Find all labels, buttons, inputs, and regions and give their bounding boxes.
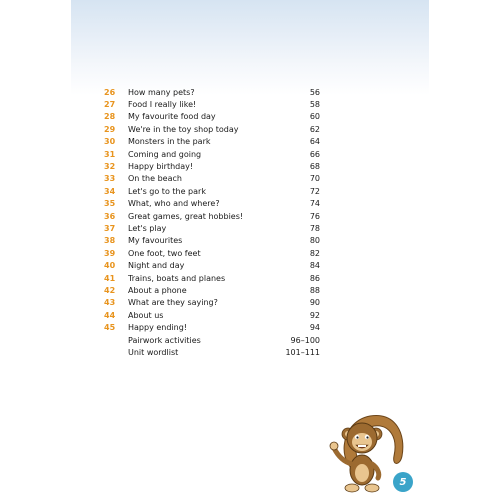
unit-title: What are they saying?: [128, 298, 218, 308]
page-ref: 84: [309, 261, 320, 271]
page-ref: 76: [309, 211, 320, 221]
toc-row: [104, 198, 320, 210]
monkey-foot: [365, 484, 379, 492]
page-ref: 80: [309, 236, 320, 246]
unit-number: 29: [104, 124, 116, 134]
toc-row: [104, 284, 320, 296]
page-ref: 94: [309, 323, 320, 333]
table-of-contents: [104, 86, 320, 359]
toc-row: [104, 173, 320, 185]
unit-title: About a phone: [128, 285, 187, 295]
toc-row: [104, 148, 320, 160]
toc-row: [104, 272, 320, 284]
page-ref: 62: [309, 124, 320, 134]
unit-number: 36: [104, 211, 116, 221]
unit-number: 42: [104, 285, 116, 295]
toc-row: [104, 98, 320, 110]
toc-row: [104, 222, 320, 234]
unit-number: 31: [104, 149, 116, 159]
toc-row: [104, 247, 320, 259]
page-number-badge: 5: [393, 472, 413, 492]
page-ref: 96–100: [290, 335, 320, 345]
unit-number: 43: [104, 298, 116, 308]
unit-number: 44: [104, 310, 116, 320]
page-ref: 74: [309, 199, 320, 209]
unit-number: 26: [104, 87, 116, 97]
toc-row: [104, 160, 320, 172]
page-ref: 66: [309, 149, 320, 159]
page-ref: 82: [309, 248, 320, 258]
unit-number: 37: [104, 223, 116, 233]
unit-title: Trains, boats and planes: [128, 273, 226, 283]
unit-title: We're in the toy shop today: [128, 124, 239, 134]
unit-title: Let's go to the park: [128, 186, 206, 196]
page-ref: 60: [309, 112, 320, 122]
page-ref: 90: [309, 298, 320, 308]
toc-row: [104, 136, 320, 148]
unit-title: Monsters in the park: [128, 137, 211, 147]
unit-title: What, who and where?: [128, 199, 220, 209]
unit-title: Night and day: [128, 261, 185, 271]
unit-number: 33: [104, 174, 116, 184]
toc-row: [104, 185, 320, 197]
unit-title: About us: [128, 310, 164, 320]
page-ref: 64: [309, 137, 320, 147]
monkey-hand: [330, 442, 338, 450]
page-ref: 86: [309, 273, 320, 283]
toc-row: [104, 123, 320, 135]
toc-row: [104, 111, 320, 123]
page-ref: 92: [309, 310, 320, 320]
unit-title: One foot, two feet: [128, 248, 201, 258]
unit-title: Coming and going: [128, 149, 202, 159]
page-ref: 70: [309, 174, 320, 184]
unit-number: 34: [104, 186, 116, 196]
unit-number: 40: [104, 261, 116, 271]
unit-title: Unit wordlist: [128, 347, 179, 357]
page-ref: 68: [309, 162, 320, 172]
unit-number: 28: [104, 112, 116, 122]
toc-row: [104, 334, 320, 346]
unit-title: Pairwork activities: [128, 335, 201, 345]
unit-number: 41: [104, 273, 116, 283]
page-ref: 88: [309, 285, 320, 295]
toc-row: [104, 86, 320, 98]
toc-row: [104, 321, 320, 333]
page-ref: 72: [309, 186, 320, 196]
unit-title: Happy birthday!: [128, 162, 194, 172]
unit-number: 39: [104, 248, 116, 258]
unit-title: My favourite food day: [128, 112, 216, 122]
unit-number: 45: [104, 323, 116, 333]
monkey-foot: [345, 484, 359, 492]
unit-number: 27: [104, 100, 116, 110]
toc-row: [104, 297, 320, 309]
page-ref: 56: [309, 87, 320, 97]
toc-row: [104, 210, 320, 222]
page-ref: 58: [309, 100, 320, 110]
toc-row: [104, 259, 320, 271]
unit-number: 30: [104, 137, 116, 147]
page-ref: 101–111: [285, 347, 320, 357]
unit-number: 38: [104, 236, 116, 246]
page-ref: 78: [309, 223, 320, 233]
unit-title: Happy ending!: [128, 323, 187, 333]
unit-number: 35: [104, 199, 116, 209]
unit-title: My favourites: [128, 236, 183, 246]
unit-title: Great games, great hobbies!: [128, 211, 244, 221]
unit-title: Food I really like!: [128, 100, 197, 110]
unit-title: How many pets?: [128, 87, 195, 97]
toc-row: [104, 235, 320, 247]
unit-title: Let's play: [128, 223, 167, 233]
unit-number: 32: [104, 162, 116, 172]
toc-row: [104, 346, 320, 358]
toc-row: [104, 309, 320, 321]
unit-title: On the beach: [128, 174, 182, 184]
